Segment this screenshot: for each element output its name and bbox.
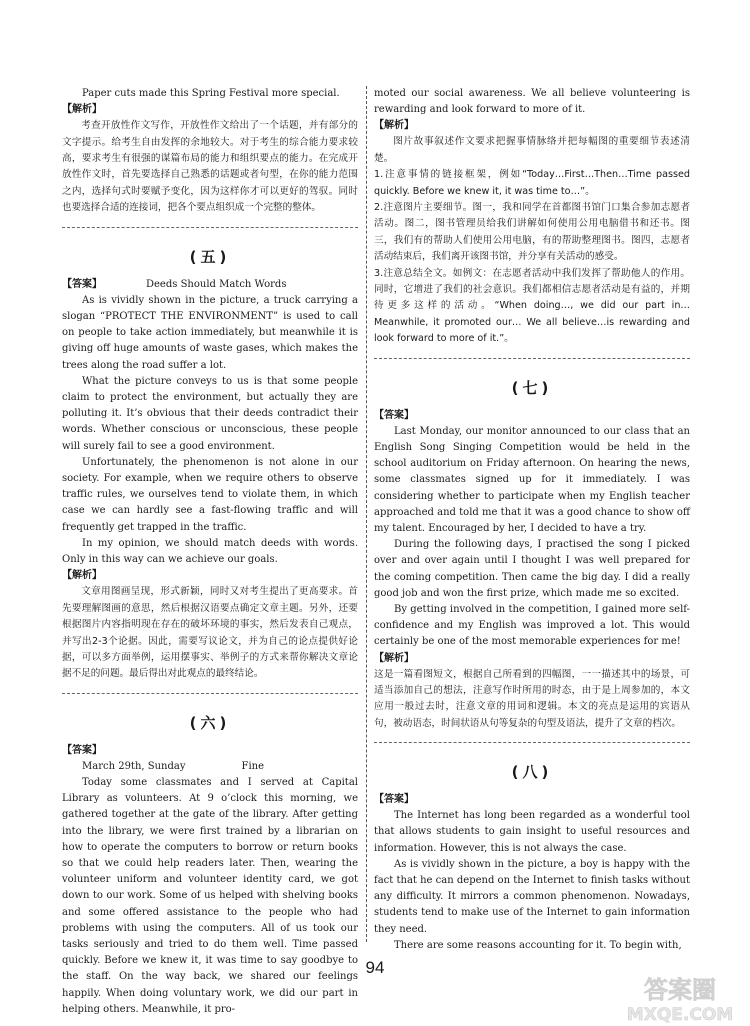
left-column: [62, 86, 358, 1018]
watermark-cn: 答案圈: [644, 976, 716, 1004]
right-column: [374, 86, 690, 954]
essay-paragraph: Unfortunately, the phenomenon is not alone in our society. For example, when we require others to observe traffic rules, we ourselves tend to violate them, in which case we can hardly see a fast-flowing traffic and will frequently get trapped in the traffic.: [62, 456, 358, 533]
section-divider: [62, 693, 358, 694]
page-number: 94: [365, 958, 385, 977]
section-title-7: (七): [511, 378, 553, 397]
essay-paragraph: The Internet has long been regarded as a wonderful tool that allows students to gain insight to useful resources and information. However, this is not always the case.: [374, 810, 690, 854]
section-title-8: (八): [511, 763, 553, 782]
analysis-label: 【解析】: [62, 104, 102, 116]
section-divider: [62, 227, 358, 228]
watermark-logo: [610, 972, 750, 1026]
analysis-point-1: 1.注意事情的链接框架，例如“Today…First…Then…Time passed quickly. Before we knew it, it was time to…”。: [374, 169, 690, 197]
analysis-point-3: 3.注意总结全文。如例文：在志愿者活动中我们发挥了帮助他人的作用。同时，它增进了我们的社会意识。我们都相信志愿者活动是有益的，并期待更多这样的活动。“When doing…, we did our part in… Meanwhile, it promoted our… We all believe…is rewarding and look forward to more of it.”。: [374, 267, 690, 345]
diary-weather: Fine: [241, 760, 264, 772]
section-divider: [374, 358, 690, 359]
essay-paragraph: There are some reasons accounting for it. To begin with,: [394, 939, 682, 951]
section-title-5: (五): [189, 247, 231, 266]
essay-paragraph: What the picture conveys to us is that some people claim to protect the environment, but actually they are polluting it. It’s obvious that their deeds contradict their words. Whether conscious or unconscious, these people will surely fail to see a good environment.: [62, 375, 358, 452]
analysis-text: 这是一篇看图短文，根据自己所看到的四幅图，一一描述其中的场景，可适当添加自己的想法，注意写作时所用的时态，由于是上周参加的，本文应用一般过去时，注意文章的用词和逻辑。本文的亮点是运用的宾语从句，被动语态，时间状语从句等复杂的句型及语法，提升了文章的档次。: [374, 668, 690, 729]
watermark-url: MXQE.COM: [626, 1005, 734, 1025]
intro-line: Paper cuts made this Spring Festival more special.: [82, 88, 340, 99]
answer-heading-row: [62, 277, 358, 293]
analysis-text: 考查开放性作文写作，开放性作文给出了一个话题，并有部分的文字提示。给考生自由发挥的余地较大。对于考生的综合能力要求较高，要求考生有很强的谋篇布局的能力和组织要点的能力。在完成开放性作文时，首先要选择自己熟悉的话题或者句型，在你的能力范围之内，选择句式时要赋予变化，因为这样你才可以更好的驾驭。同时也要选择合适的连接词，把各个要点组织成一个完整的整体。: [62, 120, 358, 214]
column-divider: [366, 86, 367, 942]
analysis-label: 【解析】: [62, 570, 102, 582]
analysis-text: 图片故事叙述作文要求把握事情脉络并把每幅图的重要细节表述清楚。: [374, 136, 690, 164]
section-title-6: (六): [189, 713, 231, 732]
essay-paragraph: As is vividly shown in the picture, a truck carrying a slogan “PROTECT THE ENVIRONMENT” is used to call on people to take action immediately, but meanwhile it is giving off huge amounts of waste gases, which makes the trees along the road suffer a lot.: [62, 294, 358, 371]
essay-title: Deeds Should Match Words: [146, 278, 287, 290]
essay-paragraph: In my opinion, we should match deeds with words. Only in this way can we achieve our goals.: [62, 537, 358, 566]
essay-paragraph: As is vividly shown in the picture, a boy is happy with the fact that he can depend on the Internet to finish tasks without any difficulty. It mirrors a common phenomenon. Nowadays, students tend to make use of the Internet to gain information they need.: [374, 858, 690, 935]
diary-date: March 29th, Sunday: [82, 760, 186, 772]
analysis-label: 【解析】: [374, 652, 414, 664]
analysis-point-2: 2.注意图片主要细节。图一，我和同学在首都图书馆门口集合参加志愿者活动。图二，图书管理员给我们讲解如何使用公用电脑借书和还书。图三，我们有的帮助人们使用公用电脑，有的帮助整理图书。图四，志愿者活动结束后，我们离开该图书馆，并分享有关活动的感受。: [374, 202, 690, 263]
analysis-text: 文章用图画呈现，形式新颖，同时又对考生提出了更高要求。首先要理解图画的意思，然后根据汉语要点确定文章主题。另外，还要根据图片内容指明现在存在的破坏环境的事实，然后发表自己观点，并写出2-3个论据。因此，需要写议论文，并为自己的论点提供好论据，可以多方面举例，运用摆事实、举例子的方式来帮你解决文章论据不足的问题。最后得出对此观点的最终结论。: [62, 586, 358, 680]
answer-label: 【答案】: [374, 794, 414, 806]
answer-label: 【答案】: [62, 744, 102, 756]
diary-continuation: moted our social awareness. We all believe volunteering is rewarding and look forward to more of it.: [374, 88, 690, 116]
essay-paragraph: By getting involved in the competition, I gained more self-confidence and my English was improved a lot. This would certainly be one of the most memorable experiences for me!: [374, 603, 690, 648]
section-divider: [374, 742, 690, 743]
answer-label: 【答案】: [374, 409, 414, 421]
diary-date-row: [62, 759, 358, 775]
essay-paragraph: During the following days, I practised the song I picked over and over again until I thought I was well prepared for the coming competition. Then came the big day. I did a really good job and won the first prize, which made me so excited.: [374, 539, 690, 599]
diary-paragraph: Today some classmates and I served at Capital Library as volunteers. At 9 o’clock this morning, we gathered together at the gate of the library. After getting into the library, we were first trained by a librarian on how to operate the computers to borrow or return books so that we could help readers later. Then, wearing the volunteer uniform and volunteer identity card, we got down to our work. Some of us helped with shelving books and some offered assistance to the people who had problems with using the computers. All of us took our tasks seriously and tried to do them well. Time passed quickly. Before we knew it, it was time to say goodbye to the staff. On the way back, we shared our feelings happily. When doing voluntary work, we did our part in helping others. Meanwhile, it pro-: [62, 776, 358, 1015]
answer-label: 【答案】: [62, 278, 102, 290]
analysis-label: 【解析】: [374, 120, 414, 132]
essay-paragraph: Last Monday, our monitor announced to our class that an English Song Singing Competition would be held in the school auditorium on Friday afternoon. On hearing the news, some classmates signed up for it immediately. I was considering whether to participate when my English teacher approached and told me that it was a good chance to show off my talent. Encouraged by her, I decided to have a try.: [374, 425, 690, 534]
